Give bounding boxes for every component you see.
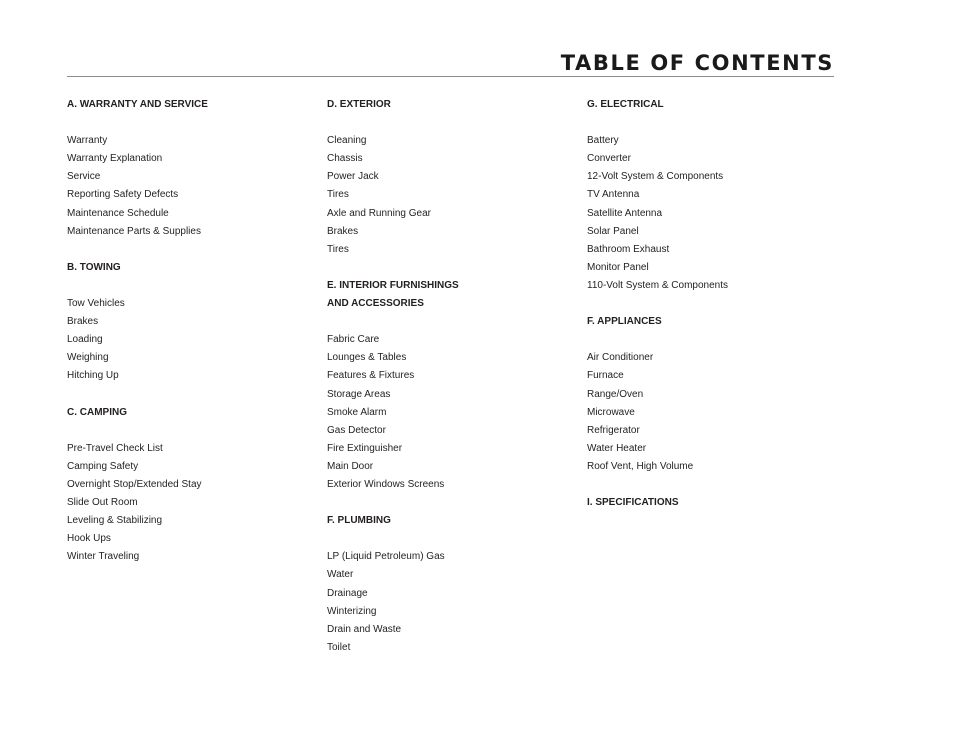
toc-entry: 12-Volt System & Components [587, 171, 724, 183]
toc-entry: Maintenance Schedule [67, 207, 169, 219]
toc-entry: Toilet [327, 641, 351, 653]
section-heading: B. TOWING [67, 261, 121, 273]
spacer [587, 114, 827, 132]
toc-entry: Camping Safety [67, 460, 139, 472]
toc-entry: TV Antenna [587, 189, 640, 201]
section-heading: I. SPECIFICATIONS [587, 497, 679, 509]
spacer [67, 386, 307, 404]
toc-entry: Refrigerator [587, 424, 640, 436]
spacer [327, 313, 567, 331]
spacer [67, 241, 307, 259]
toc-entry: Loading [67, 334, 103, 346]
toc-column-2 [327, 96, 567, 657]
toc-entry: Brakes [67, 316, 99, 328]
toc-entry: Features & Fixtures [327, 370, 415, 382]
section-heading: C. CAMPING [67, 406, 127, 418]
toc-entry: Monitor Panel [587, 261, 649, 273]
toc-entry: Drainage [327, 587, 368, 599]
toc-entry: Winterizing [327, 605, 377, 617]
toc-entry: Winter Traveling [67, 551, 140, 563]
spacer [67, 114, 307, 132]
toc-entry: Fire Extinguisher [327, 442, 403, 454]
toc-entry: Drain and Waste [327, 623, 402, 635]
toc-entry: Lounges & Tables [327, 352, 407, 364]
toc-entry: Reporting Safety Defects [67, 189, 179, 201]
toc-entry: Warranty Explanation [67, 153, 163, 165]
toc-entry: Storage Areas [327, 388, 391, 400]
toc-entry: Converter [587, 153, 631, 165]
section-heading: A. WARRANTY AND SERVICE [67, 99, 208, 110]
section-heading: G. ELECTRICAL [587, 99, 664, 110]
spacer [587, 295, 827, 313]
toc-entry: Microwave [587, 406, 635, 418]
toc-entry: Roof Vent, High Volume [587, 460, 694, 472]
section-heading: AND ACCESSORIES [327, 298, 424, 310]
toc-entry: Battery [587, 135, 619, 147]
spacer [327, 494, 567, 512]
toc-entry: Leveling & Stabilizing [67, 515, 163, 527]
section-heading: F. APPLIANCES [587, 316, 662, 328]
spacer [587, 331, 827, 349]
toc-column-1 [67, 96, 307, 566]
toc-entry: Tow Vehicles [67, 298, 125, 310]
toc-entry: Cleaning [327, 135, 367, 147]
toc-entry: Smoke Alarm [327, 406, 387, 418]
toc-entry: Range/Oven [587, 388, 644, 400]
toc-entry: Power Jack [327, 171, 379, 183]
toc-entry: Bathroom Exhaust [587, 243, 670, 255]
spacer [327, 530, 567, 548]
toc-entry: Brakes [327, 225, 359, 237]
toc-entry: Water [327, 569, 354, 581]
spacer [327, 114, 567, 132]
page-title: TABLE OF CONTENTS [560, 51, 834, 75]
title-divider [67, 76, 834, 77]
toc-entry: Tires [327, 189, 349, 201]
spacer [67, 422, 307, 440]
toc-entry: Warranty [67, 135, 108, 147]
section-heading: E. INTERIOR FURNISHINGS [327, 279, 459, 291]
toc-entry: Water Heater [587, 442, 647, 454]
toc-column-3 [587, 96, 827, 512]
toc-entry: Chassis [327, 153, 363, 165]
toc-entry: Hitching Up [67, 370, 119, 382]
toc-entry: Hook Ups [67, 533, 111, 545]
toc-entry: LP (Liquid Petroleum) Gas [327, 551, 445, 563]
toc-entry: Slide Out Room [67, 497, 138, 509]
toc-entry: Satellite Antenna [587, 207, 663, 219]
toc-entry: Maintenance Parts & Supplies [67, 225, 201, 237]
spacer [67, 277, 307, 295]
section-heading: D. EXTERIOR [327, 99, 391, 110]
spacer [327, 259, 567, 277]
toc-entry: Exterior Windows Screens [327, 478, 445, 490]
toc-entry: 110-Volt System & Components [587, 279, 728, 291]
toc-entry: Overnight Stop/Extended Stay [67, 478, 202, 490]
toc-entry: Axle and Running Gear [327, 207, 431, 219]
toc-entry: Pre-Travel Check List [67, 442, 163, 454]
toc-entry: Tires [327, 243, 349, 255]
section-heading: F. PLUMBING [327, 515, 391, 527]
toc-entry: Weighing [67, 352, 109, 364]
toc-entry: Air Conditioner [587, 352, 654, 364]
toc-entry: Fabric Care [327, 334, 380, 346]
toc-entry: Service [67, 171, 101, 183]
toc-entry: Furnace [587, 370, 624, 382]
spacer [587, 476, 827, 494]
toc-entry: Gas Detector [327, 424, 386, 436]
toc-entry: Main Door [327, 460, 374, 472]
toc-entry: Solar Panel [587, 225, 639, 237]
